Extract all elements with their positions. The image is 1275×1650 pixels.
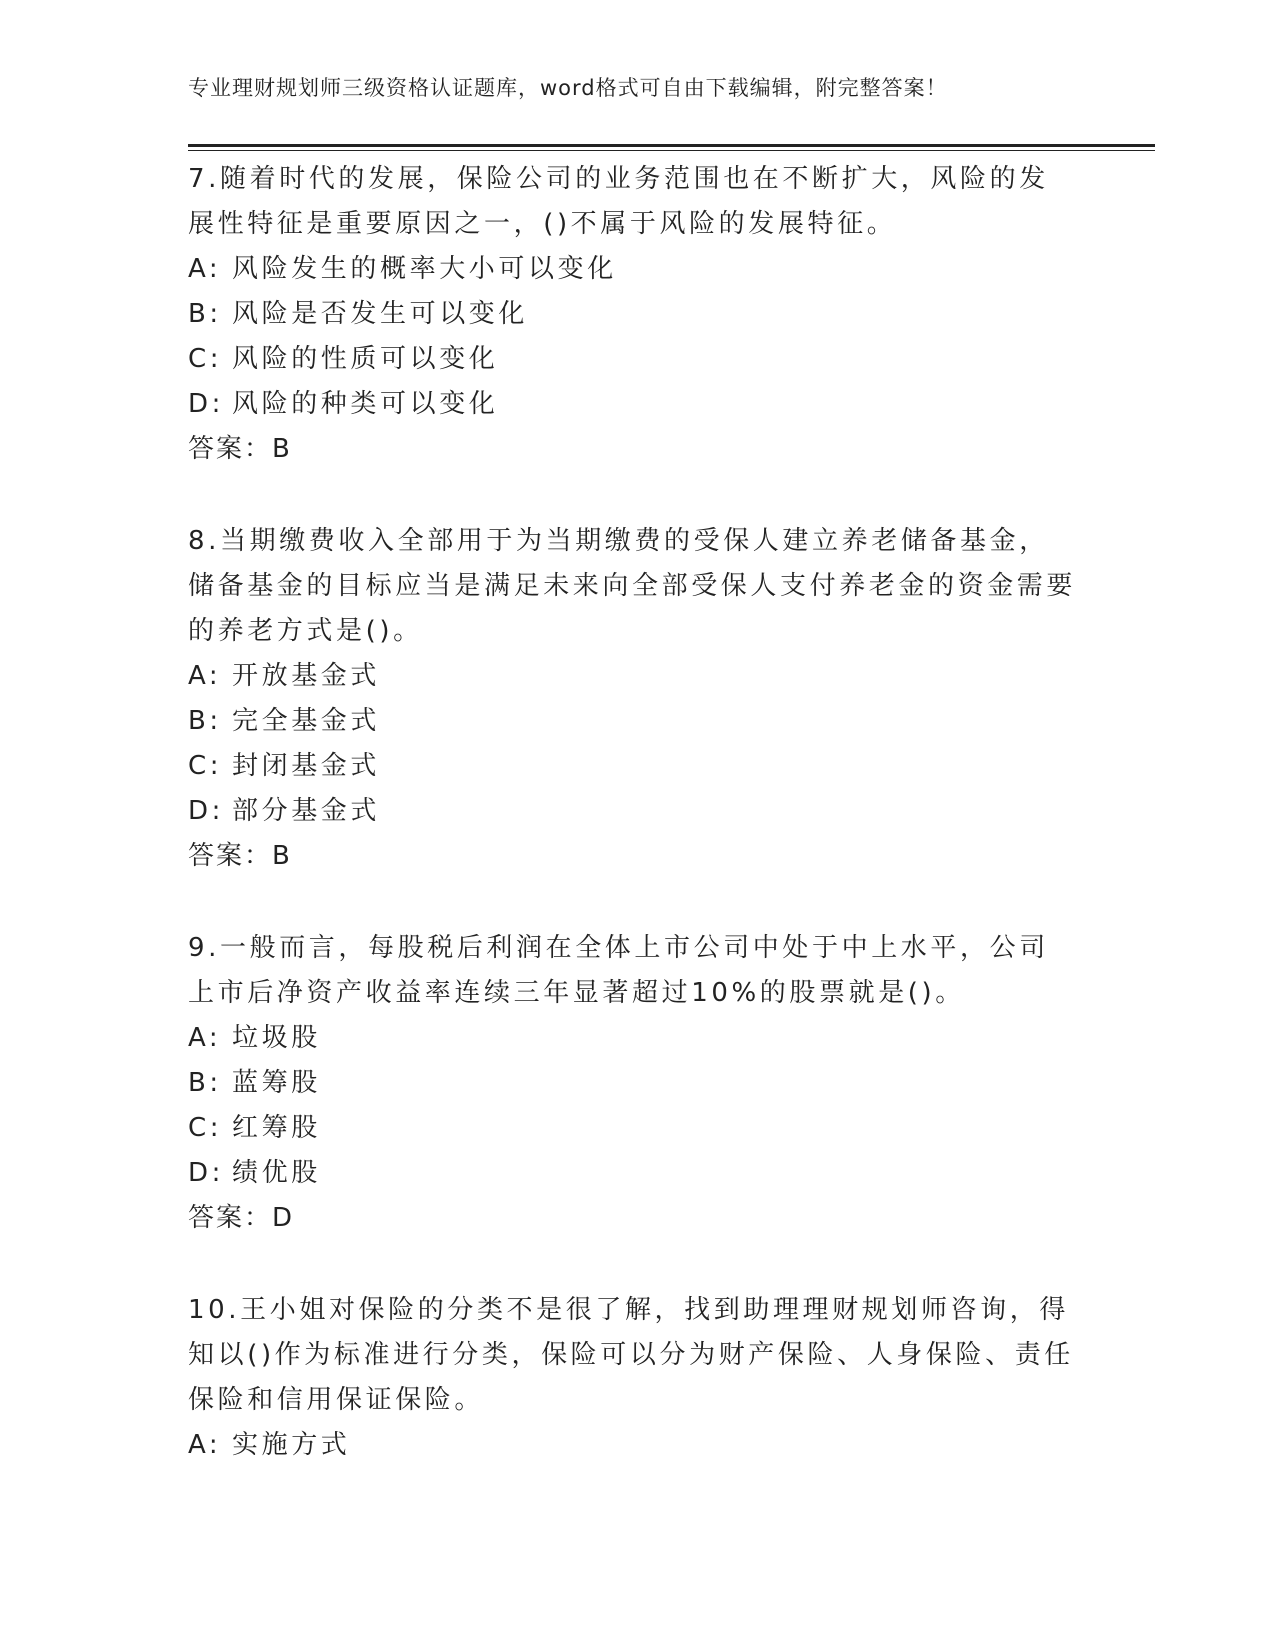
page-header: 专业理财规划师三级资格认证题库，word格式可自由下载编辑，附完整答案！: [188, 76, 948, 100]
option-key: C:: [188, 751, 223, 781]
option-text: 绩优股: [232, 1158, 321, 1188]
option-b: [188, 292, 1078, 337]
option-c: [188, 337, 1078, 382]
question-10: [188, 1288, 1078, 1468]
option-a: [188, 654, 1078, 699]
option-key: B:: [188, 1068, 222, 1098]
option-key: B:: [188, 706, 222, 736]
question-spacer: [188, 1241, 1078, 1288]
header-rule-thick: [188, 144, 1155, 147]
question-8: [188, 519, 1078, 879]
answer-line: 答案：B: [188, 434, 292, 464]
option-text: 垃圾股: [232, 1023, 321, 1053]
question-stem: 10.王小姐对保险的分类不是很了解，找到助理理财规划师咨询，得知以()作为标准进行分类，保险可以分为财产保险、人身保险、责任保险和信用保证保险。: [188, 1295, 1074, 1415]
option-key: A:: [188, 661, 222, 691]
answer-line: 答案：B: [188, 841, 292, 871]
question-stem: 9.一般而言，每股税后利润在全体上市公司中处于中上水平，公司上市后净资产收益率连续三年显著超过10%的股票就是()。: [188, 933, 1049, 1008]
option-d: [188, 382, 1078, 427]
question-7: [188, 157, 1078, 472]
question-spacer: [188, 879, 1078, 926]
option-key: A:: [188, 1430, 222, 1460]
option-a: [188, 1016, 1078, 1061]
option-text: 实施方式: [232, 1430, 351, 1460]
option-key: A:: [188, 254, 222, 284]
option-b: [188, 1061, 1078, 1106]
option-text: 风险是否发生可以变化: [232, 299, 529, 329]
option-d: [188, 789, 1078, 834]
option-text: 完全基金式: [232, 706, 381, 736]
option-text: 风险的性质可以变化: [232, 344, 499, 374]
option-text: 开放基金式: [232, 661, 381, 691]
option-text: 红筹股: [232, 1113, 321, 1143]
option-key: C:: [188, 344, 223, 374]
option-text: 部分基金式: [232, 796, 381, 826]
question-9: [188, 926, 1078, 1241]
option-text: 蓝筹股: [232, 1068, 321, 1098]
option-c: [188, 1106, 1078, 1151]
question-stem: 7.随着时代的发展，保险公司的业务范围也在不断扩大，风险的发展性特征是重要原因之一，()不属于风险的发展特征。: [188, 164, 1049, 239]
question-spacer: [188, 472, 1078, 519]
option-key: D:: [188, 1158, 224, 1188]
answer-line: 答案：D: [188, 1203, 295, 1233]
option-key: B:: [188, 299, 222, 329]
option-key: D:: [188, 389, 224, 419]
option-a: [188, 247, 1078, 292]
option-b: [188, 699, 1078, 744]
option-d: [188, 1151, 1078, 1196]
option-key: A:: [188, 1023, 222, 1053]
question-list: [188, 157, 1078, 1468]
option-text: 风险的种类可以变化: [232, 389, 499, 419]
option-key: D:: [188, 796, 224, 826]
option-a: [188, 1423, 1078, 1468]
question-stem: 8.当期缴费收入全部用于为当期缴费的受保人建立养老储备基金，储备基金的目标应当是满足未来向全部受保人支付养老金的资金需要的养老方式是()。: [188, 526, 1077, 646]
option-text: 封闭基金式: [232, 751, 381, 781]
option-c: [188, 744, 1078, 789]
option-key: C:: [188, 1113, 223, 1143]
option-text: 风险发生的概率大小可以变化: [232, 254, 617, 284]
header-rule-thin: [188, 150, 1155, 151]
